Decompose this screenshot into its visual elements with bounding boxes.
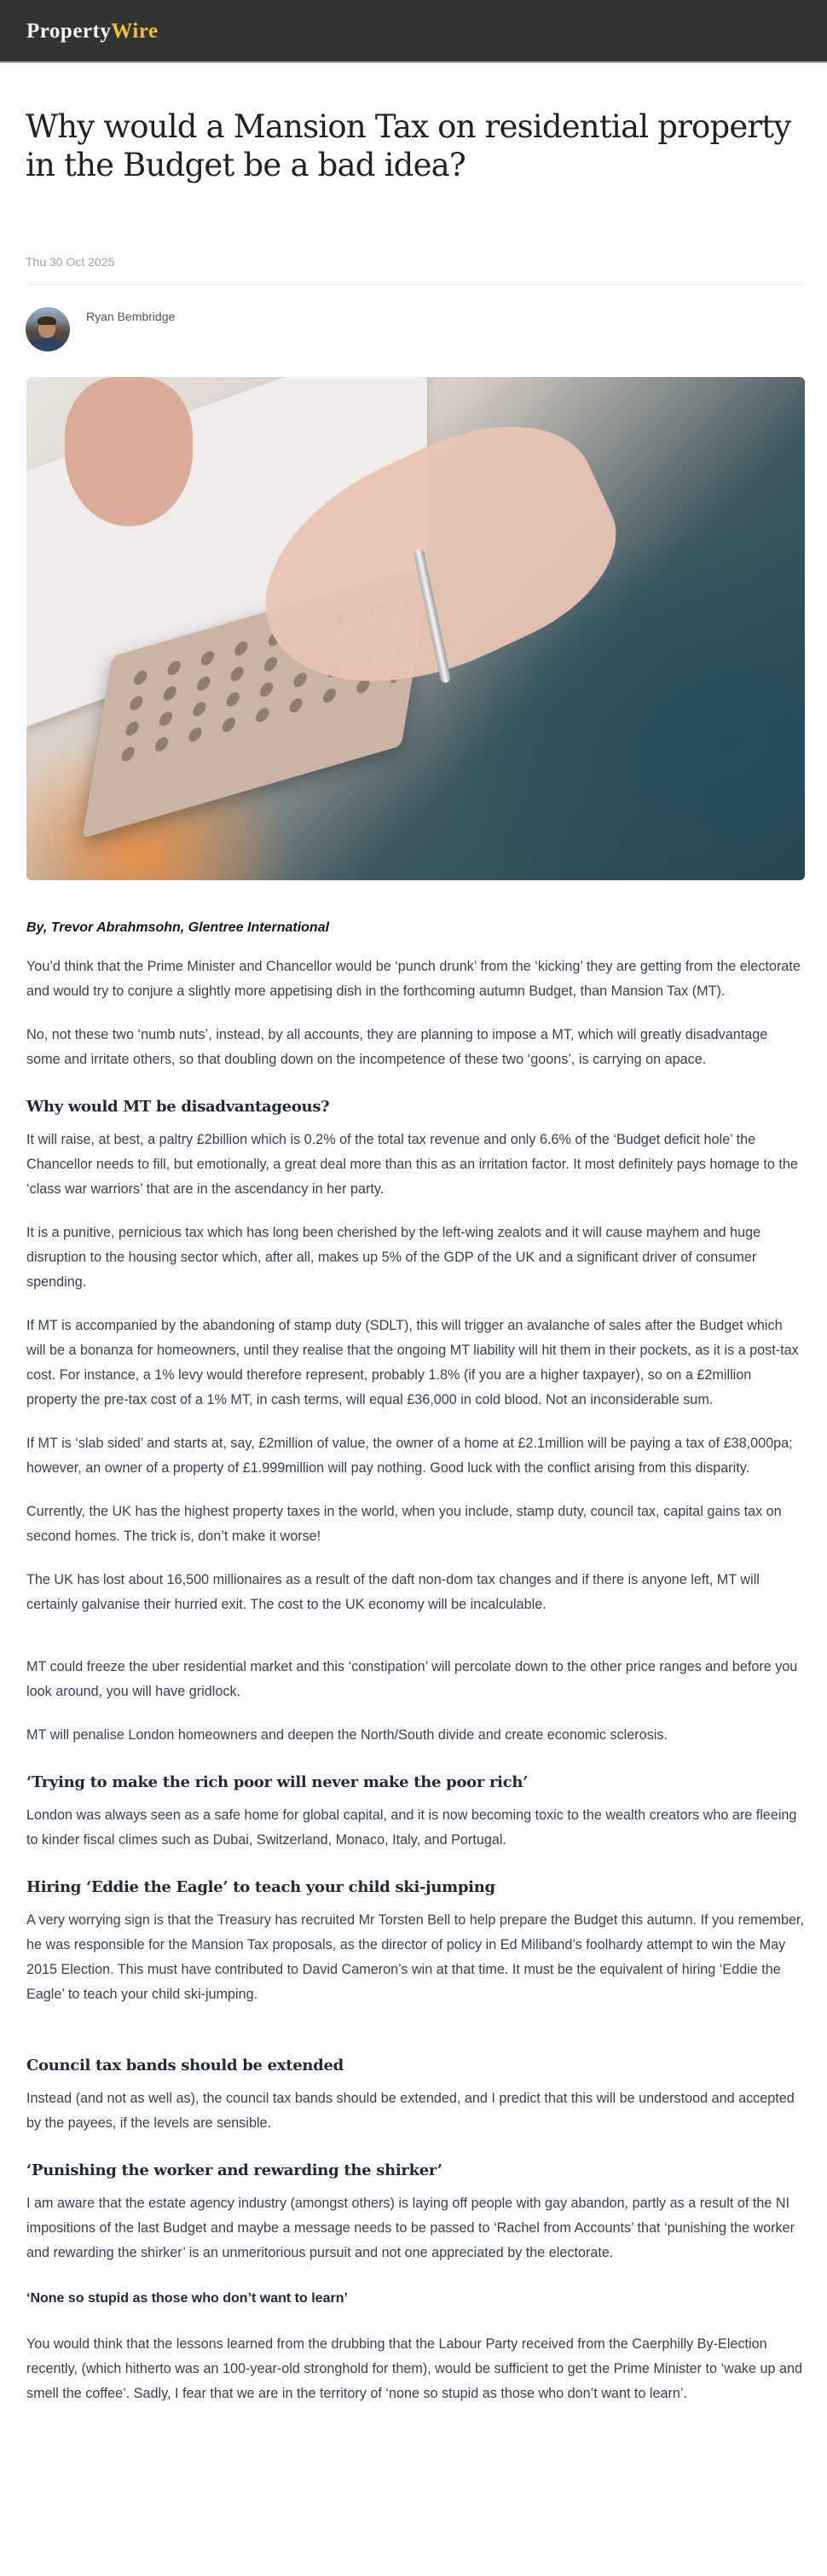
body-paragraph: MT will penalise London homeowners and deepen the North/South divide and create economic sclerosis. bbox=[26, 1727, 668, 1743]
header-divider bbox=[26, 284, 804, 285]
body-paragraph: I am aware that the estate agency industry (amongst others) is laying off people with gay abandon, partly as a result of the NI impositions of the last Budget and maybe a message needs to be passed to ‘Rachel from Accounts’ that ‘punishing the worker and rewarding the shirker’ is an unmeritorious pursuit and not one appreciated by the electorate. bbox=[26, 2196, 795, 2260]
publish-date: Thu 30 Oct 2025 bbox=[26, 255, 115, 269]
section-heading: ‘Punishing the worker and rewarding the shirker’ bbox=[26, 2161, 442, 2179]
hand-shape bbox=[65, 377, 193, 526]
section-heading: Why would MT be disadvantageous? bbox=[26, 1098, 330, 1116]
site-header bbox=[0, 0, 827, 63]
body-paragraph: You would think that the lessons learned from the drubbing that the Labour Party received from the Caerphilly By-Election recently, (which hitherto was an 100-year-old stronghold for them), would be sufficient to get the Prime Minister to ‘wake up and smell the coffee’. Sadly, I fear that we are in the territory of ‘none so stupid as those who don’t want to learn’. bbox=[26, 2336, 802, 2401]
section-heading: ‘None so stupid as those who don’t want to learn’ bbox=[26, 2291, 348, 2306]
body-paragraph: The UK has lost about 16,500 millionaires as a result of the daft non-dom tax changes and if there is anyone left, MT will certainly galvanise their hurried exit. The cost to the UK economy will be incalculable. bbox=[26, 1572, 760, 1612]
author-avatar[interactable] bbox=[26, 307, 70, 351]
body-paragraph: A very worrying sign is that the Treasury has recruited Mr Torsten Bell to help prepare the Budget this autumn. If you remember, he was responsible for the Mansion Tax proposals, as the director of policy in Ed Miliband’s foolhardy attempt to win the May 2015 Election. This must have contributed to David Cameron’s win at that time. It must be the equivalent of hiring ‘Eddie the Eagle’ to teach your child ski-jumping. bbox=[26, 1912, 805, 2002]
logo-part-wire: Wire bbox=[111, 19, 159, 43]
body-paragraph: You’d think that the Prime Minister and Chancellor would be ‘punch drunk’ from the ‘kicking’ they are getting from the electorate and would try to conjure a slightly more appetising dish in the forthcoming autumn Budget, than Mansion Tax (MT). bbox=[26, 959, 801, 999]
logo-part-property: Property bbox=[26, 19, 112, 43]
body-paragraph: Instead (and not as well as), the council tax bands should be extended, and I predict that this will be understood and accepted by the payees, if the levels are sensible. bbox=[26, 2091, 795, 2131]
section-heading: Council tax bands should be extended bbox=[26, 2057, 344, 2074]
article-byline: By, Trevor Abrahmsohn, Glentree International bbox=[26, 920, 330, 935]
body-paragraph: It is a punitive, pernicious tax which has long been cherished by the left-wing zealots and it will cause mayhem and huge disruption to the housing sector which, after all, makes up 5% of the GDP of the UK and a significant driver of consumer spending. bbox=[26, 1225, 761, 1290]
body-paragraph: If MT is ‘slab sided’ and starts at, say, £2million of value, the owner of a home at £2.1million will be paying a tax of £38,000pa; however, an owner of a property of £1.999million will pay nothing. Good luck with the conflict arising from this disparity. bbox=[26, 1436, 793, 1476]
body-paragraph: Currently, the UK has the highest property taxes in the world, when you include, stamp duty, council tax, capital gains tax on second homes. The trick is, don’t make it worse! bbox=[26, 1504, 782, 1544]
body-paragraph: If MT is accompanied by the abandoning of stamp duty (SDLT), this will trigger an avalanche of sales after the Budget which will be a bonanza for homeowners, until they realise that the ongoing MT liability will hit them in their pockets, as it is a post-tax cost. For instance, a 1% levy would therefore represent, probably 1.8% (if you are a higher taxpayer), so on a £2million property the pre-tax cost of a 1% MT, in cash terms, will equal £36,000 in cold blood. Not an inconsiderable sum. bbox=[26, 1318, 799, 1407]
article-body bbox=[26, 920, 805, 2406]
author-info bbox=[26, 307, 175, 351]
article bbox=[0, 63, 827, 2574]
body-paragraph: London was always seen as a safe home for global capital, and it is now becoming toxic to the wealth creators who are fleeing to kinder fiscal climes such as Dubai, Switzerland, Monaco, Italy, and Portugal. bbox=[26, 1807, 797, 1848]
article-title: Why would a Mansion Tax on residential property in the Budget be a bad idea? bbox=[26, 108, 791, 183]
site-logo[interactable] bbox=[26, 20, 159, 42]
body-paragraph: MT could freeze the uber residential market and this ‘constipation’ will percolate down to the other price ranges and before you look around, you will have gridlock. bbox=[26, 1659, 798, 1699]
section-heading: ‘Trying to make the rich poor will never make the poor rich’ bbox=[26, 1773, 529, 1791]
article-header bbox=[0, 63, 827, 353]
section-heading: Hiring ‘Eddie the Eagle’ to teach your child ski-jumping bbox=[26, 1878, 495, 1896]
body-paragraph: No, not these two ‘numb nuts’, instead, by all accounts, they are planning to impose a MT, which will greatly disadvantage some and irritate others, so that doubling down on the incompetence of these two ‘goons’, is carrying on apace. bbox=[26, 1027, 768, 1067]
author-name[interactable]: Ryan Bembridge bbox=[86, 310, 176, 323]
body-paragraph: It will raise, at best, a paltry £2billion which is 0.2% of the total tax revenue and only 6.6% of the ‘Budget deficit hole’ the Chancellor needs to fill, but emotionally, a great deal more than this as an irritation factor. It most definitely pays homage to the ‘class war warriors’ that are in the ascendancy in her party. bbox=[26, 1132, 798, 1197]
hero-image bbox=[26, 377, 805, 880]
